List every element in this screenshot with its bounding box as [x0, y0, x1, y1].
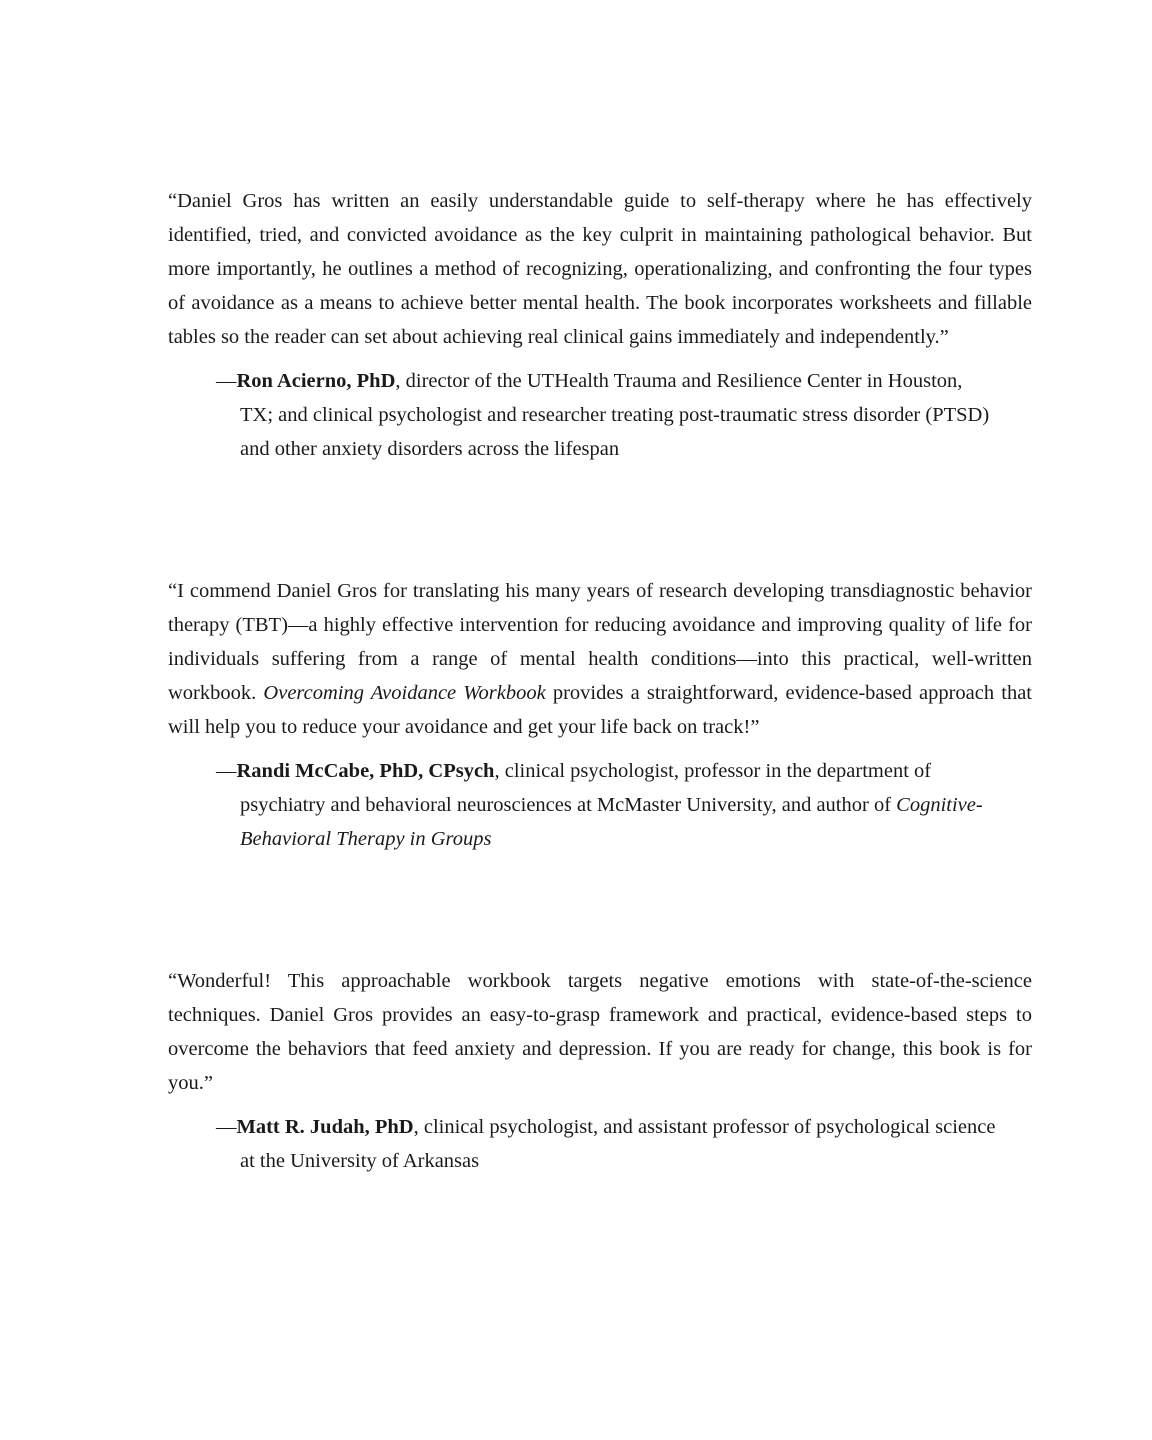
endorsement-3: [168, 964, 1032, 1178]
quote-book-title: Overcoming Avoidance Workbook: [263, 682, 546, 704]
endorsement-attribution: [216, 364, 1000, 466]
attribution-dash: —: [216, 1116, 237, 1138]
attribution-dash: —: [216, 370, 237, 392]
endorsement-quote: “Daniel Gros has written an easily understandable guide to self-therapy where he has effectively identified, tried, and convicted avoidance as the key culprit in maintaining pathological behavior. But more importantly, he outlines a method of recognizing, operationalizing, and confronting the four types of avoidance as a means to achieve better mental health. The book incorporates worksheets and fillable tables so the reader can set about achieving real clinical gains immediately and independently.”: [168, 190, 1032, 348]
endorser-description: , clinical psychologist, and assistant professor of psychological science at the University of Arkansas: [240, 1116, 996, 1172]
endorser-book-title: Cognitive-Behavioral Therapy in Groups: [240, 794, 983, 850]
quote-text-before: “I commend Daniel Gros for translating his many years of research developing transdiagnostic behavior therapy (TBT)—a highly effective intervention for reducing avoidance and improving quality of life for individuals suffering from a range of mental health conditions—into this practical, well-written workbook.: [168, 580, 1032, 704]
endorsement-quote: “Wonderful! This approachable workbook targets negative emotions with state-of-the-science techniques. Daniel Gros provides an easy-to-grasp framework and practical, evidence-based steps to overcome the behaviors that feed anxiety and depression. If you are ready for change, this book is for you.”: [168, 970, 1032, 1094]
endorser-name: Matt R. Judah, PhD: [236, 1116, 414, 1138]
endorser-name: Ron Acierno, PhD: [236, 370, 396, 392]
endorsement-1: [168, 184, 1032, 466]
endorsement-attribution: [216, 1110, 1000, 1178]
endorser-description: , director of the UTHealth Trauma and Resilience Center in Houston, TX; and clinical psychologist and researcher treating post-traumatic stress disorder (PTSD) and other anxiety disorders across the lifespan: [240, 370, 990, 460]
attribution-dash: —: [216, 760, 237, 782]
endorsement-2: [168, 574, 1032, 856]
endorsement-attribution: [216, 754, 1000, 856]
endorser-description: , clinical psychologist, professor in the department of psychiatry and behavioral neurosciences at McMaster University, and author of: [240, 760, 932, 816]
endorser-name: Randi McCabe, PhD, CPsych: [236, 760, 495, 782]
endorsement-quote: [168, 574, 1032, 744]
quote-text-after: provides a straightforward, evidence-based approach that will help you to reduce your avoidance and get your life back on track!”: [168, 682, 1033, 738]
